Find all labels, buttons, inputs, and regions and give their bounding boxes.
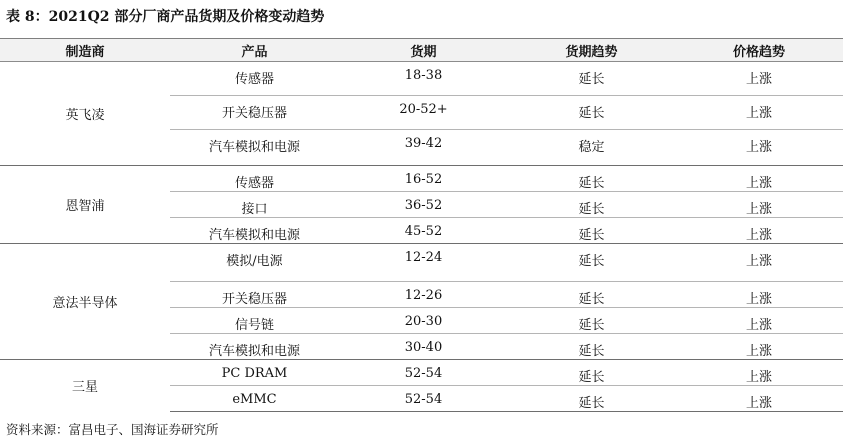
manufacturer-cell: 三星: [0, 360, 170, 412]
lead-time-cell: 45-52: [339, 218, 508, 244]
column-header-manufacturer: 制造商: [0, 39, 170, 62]
lead-trend-cell: 延长: [508, 62, 675, 96]
price-trend-cell: 上涨: [675, 282, 843, 308]
price-trend-cell: 上涨: [675, 130, 843, 166]
column-header-price-trend: 价格趋势: [675, 39, 843, 62]
product-cell: 汽车模拟和电源: [170, 218, 339, 244]
price-trend-cell: 上涨: [675, 166, 843, 192]
price-trend-cell: 上涨: [675, 360, 843, 386]
manufacturer-cell: 意法半导体: [0, 244, 170, 360]
column-header-lead-trend: 货期趋势: [508, 39, 675, 62]
table-row: [0, 166, 843, 192]
product-cell: eMMC: [170, 386, 339, 412]
price-trend-cell: 上涨: [675, 218, 843, 244]
product-cell: 汽车模拟和电源: [170, 334, 339, 360]
lead-time-cell: 36-52: [339, 192, 508, 218]
product-cell: PC DRAM: [170, 360, 339, 386]
lead-time-cell: 39-42: [339, 130, 508, 166]
price-trend-cell: 上涨: [675, 244, 843, 282]
price-trend-cell: 上涨: [675, 96, 843, 130]
lead-trend-cell: 延长: [508, 192, 675, 218]
product-cell: 模拟/电源: [170, 244, 339, 282]
table-row: [0, 62, 843, 96]
product-cell: 开关稳压器: [170, 282, 339, 308]
lead-trend-cell: 延长: [508, 166, 675, 192]
price-trend-cell: 上涨: [675, 386, 843, 412]
lead-time-cell: 16-52: [339, 166, 508, 192]
column-header-lead-time: 货期: [339, 39, 508, 62]
lead-time-cell: 20-52+: [339, 96, 508, 130]
lead-time-cell: 18-38: [339, 62, 508, 96]
lead-trend-cell: 延长: [508, 244, 675, 282]
source-note: 资料来源：富昌电子、国海证券研究所: [6, 422, 219, 437]
lead-time-cell: 12-26: [339, 282, 508, 308]
price-trend-cell: 上涨: [675, 192, 843, 218]
column-header-product: 产品: [170, 39, 339, 62]
lead-trend-cell: 延长: [508, 334, 675, 360]
product-cell: 开关稳压器: [170, 96, 339, 130]
header-row: [0, 39, 843, 62]
manufacturer-cell: 恩智浦: [0, 166, 170, 244]
lead-time-cell: 20-30: [339, 308, 508, 334]
product-cell: 传感器: [170, 62, 339, 96]
lead-trend-cell: 延长: [508, 360, 675, 386]
product-cell: 传感器: [170, 166, 339, 192]
product-cell: 信号链: [170, 308, 339, 334]
table-row: [0, 360, 843, 386]
lead-trend-cell: 延长: [508, 386, 675, 412]
lead-time-cell: 52-54: [339, 360, 508, 386]
lead-trend-cell: 延长: [508, 282, 675, 308]
lead-time-cell: 30-40: [339, 334, 508, 360]
lead-trend-cell: 延长: [508, 96, 675, 130]
manufacturer-cell: 英飞凌: [0, 62, 170, 166]
lead-trend-cell: 延长: [508, 308, 675, 334]
price-trend-cell: 上涨: [675, 334, 843, 360]
product-cell: 汽车模拟和电源: [170, 130, 339, 166]
lead-time-price-table: [0, 38, 843, 412]
lead-trend-cell: 稳定: [508, 130, 675, 166]
table-title: 表 8：2021Q2 部分厂商产品货期及价格变动趋势: [6, 9, 325, 25]
product-cell: 接口: [170, 192, 339, 218]
lead-trend-cell: 延长: [508, 218, 675, 244]
lead-time-cell: 12-24: [339, 244, 508, 282]
price-trend-cell: 上涨: [675, 308, 843, 334]
price-trend-cell: 上涨: [675, 62, 843, 96]
lead-time-cell: 52-54: [339, 386, 508, 412]
table-row: [0, 244, 843, 282]
